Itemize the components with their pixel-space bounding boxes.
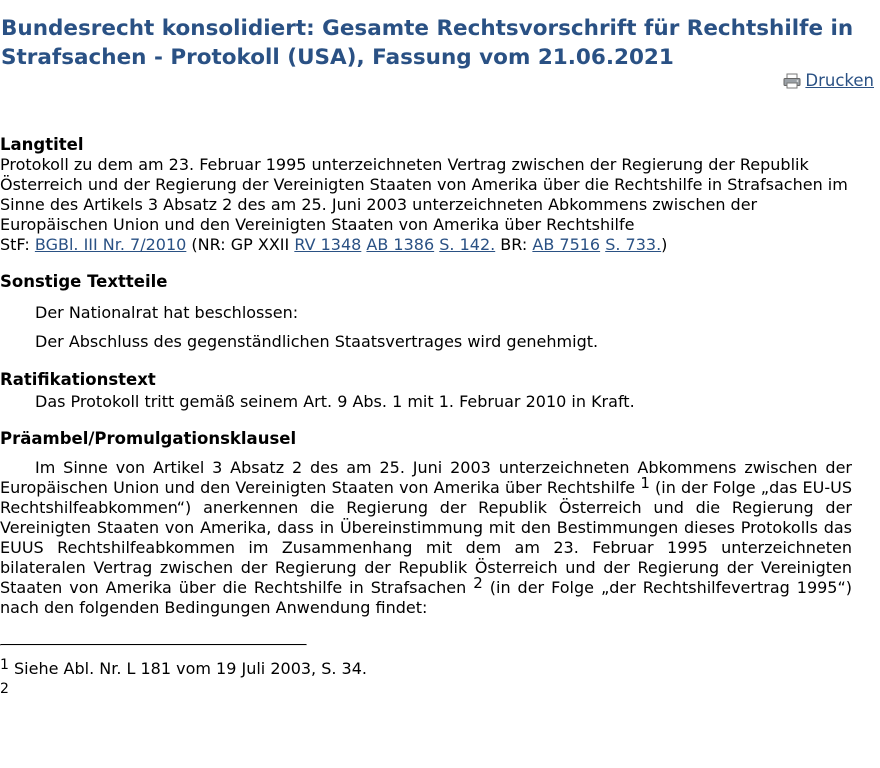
footnote-ref-2[interactable]: 2: [473, 574, 483, 592]
footnote-ref-1[interactable]: 1: [640, 474, 650, 492]
ab-7516-link[interactable]: AB 7516: [532, 235, 601, 254]
printer-icon: [783, 73, 801, 89]
section-heading-langtitel: Langtitel: [0, 135, 84, 154]
sonstige-line-2: Der Abschluss des gegenständlichen Staatsvertrages wird genehmigt.: [35, 332, 599, 351]
praeambel-part-3: (in der Folge „der Rechtshilfevertrag 1995“) nach den folgenden Bedingungen Anwendung findet:: [0, 578, 853, 617]
ratifikation-text: Das Protokoll tritt gemäß seinem Art. 9 Abs. 1 mit 1. Februar 2010 in Kraft.: [35, 392, 635, 411]
stf-line: [0, 235, 852, 255]
section-heading-praeambel: Präambel/Promulgationsklausel: [0, 429, 297, 448]
print-link[interactable]: [783, 71, 874, 91]
footnote-1-mark: 1: [0, 657, 9, 673]
footnote-2: [0, 683, 852, 703]
praeambel-part-1: Im Sinne von Artikel 3 Absatz 2 des am 25. Juni 2003 unterzeichneten Abkommens zwischen der Europäischen Union und den Vereinigten Staaten von Amerika über Rechtshilfe: [0, 458, 852, 497]
section-heading-ratifikation: Ratifikationstext: [0, 370, 156, 389]
nr-text: (NR: GP XXII: [186, 235, 295, 254]
stf-close: ): [661, 235, 668, 254]
s-733-link[interactable]: S. 733.: [605, 235, 662, 254]
s-142-link[interactable]: S. 142.: [439, 235, 496, 254]
sonstige-line-1: Der Nationalrat hat beschlossen:: [35, 303, 299, 322]
footnote-1-text: Siehe Abl. Nr. L 181 vom 19 Juli 2003, S. 34.: [8, 659, 367, 678]
praeambel-text: [0, 458, 852, 618]
document-content: [0, 134, 852, 703]
footnote-2-mark: 2: [0, 681, 9, 697]
footnote-1: [0, 659, 852, 679]
stf-prefix: StF:: [0, 235, 35, 254]
print-label[interactable]: Drucken: [805, 71, 874, 90]
ab-1386-link[interactable]: AB 1386: [366, 235, 435, 254]
bgbl-link[interactable]: BGBl. III Nr. 7/2010: [34, 235, 187, 254]
praeambel-part-2: (in der Folge „das EU-US Rechtshilfeabkommen“) anerkennen die Regierung der Republik Österreich und die Regierung der Vereinigten Staaten von Amerika, dass in Übereinstimmung mit den Bestimmungen dieses Protokolls das EUUS Rechtshilfeabkommen im Zusammenhang mit dem am 23. Februar 1995 unterzeichneten bilateralen Vertrag zwischen der Regierung der Republik Österreich und der Regierung der Vereinigten Staaten von Amerika über die Rechtshilfe in Strafsachen: [0, 478, 853, 597]
page-title: Bundesrecht konsolidiert: Gesamte Rechtsvorschrift für Rechtshilfe in Strafsachen - Protokoll (USA), Fassung vom 21.06.2021: [1, 16, 854, 70]
section-heading-sonstige: Sonstige Textteile: [0, 272, 168, 291]
br-text: BR:: [495, 235, 533, 254]
langtitel-text: Protokoll zu dem am 23. Februar 1995 unterzeichneten Vertrag zwischen der Regierung der Republik Österreich und der Regierung der Vereinigten Staaten von Amerika über die Rechtshilfe in Strafsachen im Sinne des Artikels 3 Absatz 2 des am 25. Juni 2003 unterzeichneten Abkommens zwischen der Europäischen Union und den Vereinigten Staaten von Amerika über Rechtshilfe: [0, 155, 848, 234]
rv-link[interactable]: RV 1348: [294, 235, 362, 254]
